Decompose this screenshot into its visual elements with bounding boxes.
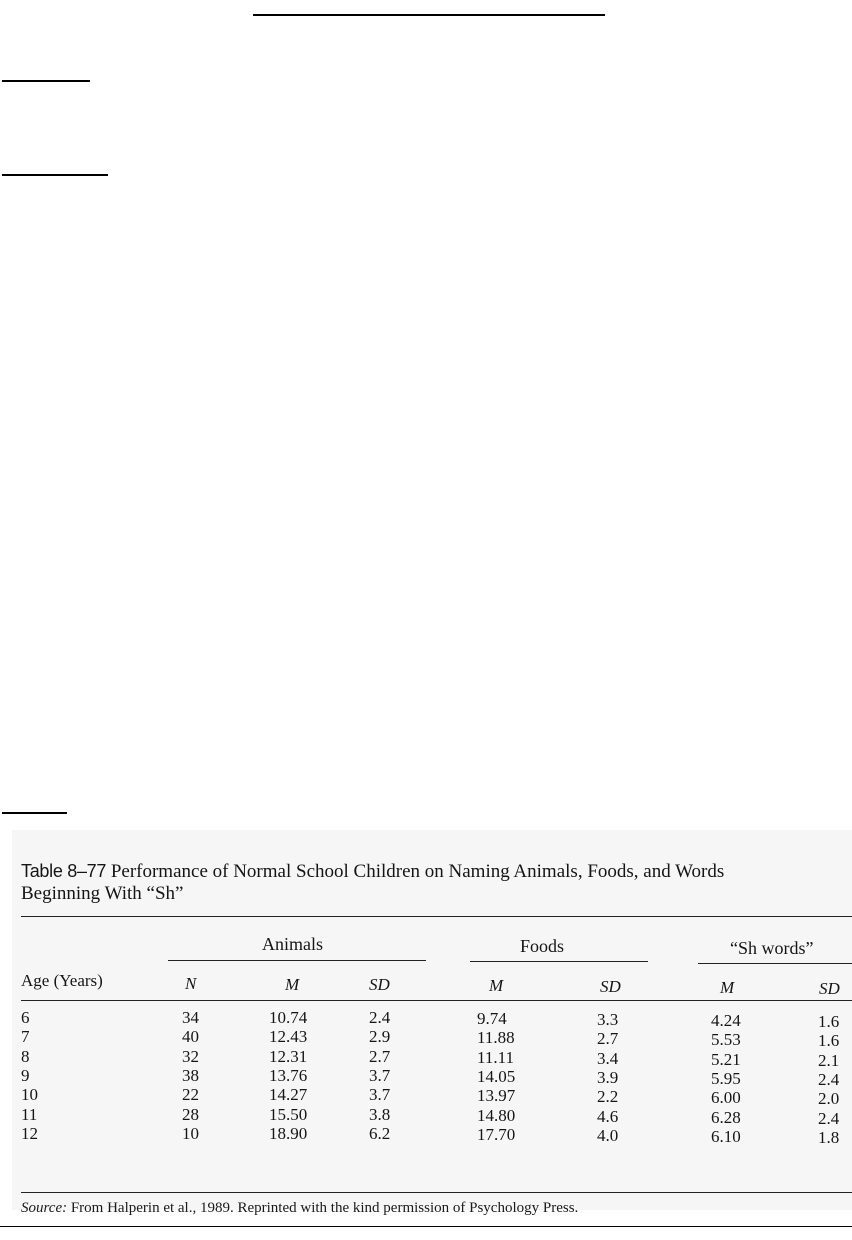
title-underline [253, 14, 605, 16]
heading-underline-3 [2, 812, 67, 814]
cell-sh-m: 6.10 [711, 1126, 741, 1146]
table-title-line-1: Performance of Normal School Children on Naming Animals, Foods, and Words [110, 861, 725, 882]
cell-foods-sd: 4.0 [597, 1125, 619, 1145]
source-label: Source: [21, 1200, 68, 1216]
table-top-rule [21, 916, 852, 917]
table-header-rule [21, 1000, 852, 1001]
heading-underline-1 [2, 80, 90, 82]
col-header-n: N [185, 974, 197, 993]
cell-sh-sd: 2.1 [818, 1050, 840, 1070]
sh-words-group-rule [698, 963, 852, 964]
cell-sh-sd: 1.8 [818, 1127, 840, 1147]
table-title [21, 860, 821, 905]
cell-animals-m: 10.74 [269, 1008, 308, 1027]
cell-animals-sd: 2.4 [369, 1008, 391, 1027]
cell-animals-sd: 3.7 [369, 1065, 391, 1085]
cell-animals-sd: 3.7 [369, 1085, 391, 1105]
cell-animals-m: 12.31 [269, 1046, 308, 1066]
cell-age: 8 [21, 1046, 30, 1066]
cell-n: 34 [182, 1008, 199, 1027]
table-source-note [21, 1200, 578, 1217]
page-bottom-rule [0, 1226, 852, 1227]
cell-sh-m: 6.00 [711, 1088, 741, 1108]
cell-foods-sd: 3.3 [597, 1010, 619, 1029]
cell-age: 10 [21, 1085, 38, 1105]
cell-animals-sd: 2.7 [369, 1046, 391, 1066]
foods-group-rule [470, 961, 648, 962]
cell-animals-m: 13.76 [269, 1065, 308, 1085]
cell-n: 38 [182, 1065, 199, 1085]
col-header-sh-sd: SD [819, 979, 840, 998]
col-header-animals-sd: SD [369, 975, 390, 994]
cell-sh-sd: 2.0 [818, 1089, 840, 1109]
cell-foods-m: 11.88 [477, 1028, 515, 1048]
cell-n: 40 [182, 1027, 199, 1047]
group-header-sh-words: “Sh words” [730, 938, 814, 958]
cell-foods-sd: 3.4 [597, 1048, 619, 1068]
cell-sh-sd: 2.4 [818, 1069, 840, 1089]
cell-sh-sd: 2.4 [818, 1108, 840, 1128]
cell-animals-m: 14.27 [269, 1085, 308, 1105]
cell-animals-sd: 2.9 [369, 1027, 391, 1047]
cell-foods-sd: 2.2 [597, 1087, 619, 1107]
cell-foods-sd: 2.7 [597, 1029, 619, 1049]
scanned-table-image [12, 830, 852, 1216]
cell-n: 10 [182, 1123, 199, 1143]
cell-sh-sd: 1.6 [818, 1012, 840, 1031]
table-title-line-2: Beginning With “Sh” [21, 883, 184, 904]
cell-foods-sd: 3.9 [597, 1067, 619, 1087]
cell-animals-m: 15.50 [269, 1104, 308, 1124]
cell-foods-m: 14.80 [477, 1105, 516, 1125]
cell-age: 6 [21, 1008, 30, 1027]
cell-sh-m: 5.53 [711, 1030, 741, 1050]
cell-animals-sd: 6.2 [369, 1123, 391, 1143]
cell-sh-m: 5.95 [711, 1068, 741, 1088]
group-header-animals: Animals [262, 934, 323, 954]
row-header-age: Age (Years) [21, 971, 103, 990]
col-header-foods-m: M [489, 976, 504, 995]
col-header-foods-sd: SD [600, 977, 621, 996]
cell-sh-m: 6.28 [711, 1107, 741, 1127]
cell-foods-m: 14.05 [477, 1066, 516, 1086]
cell-foods-sd: 4.6 [597, 1106, 619, 1126]
cell-animals-sd: 3.8 [369, 1104, 391, 1124]
cell-sh-m: 4.24 [711, 1011, 741, 1030]
cell-n: 32 [182, 1046, 199, 1066]
table-label: Table 8–77 [21, 861, 107, 881]
cell-foods-m: 13.97 [477, 1086, 516, 1106]
col-header-sh-m: M [720, 978, 735, 997]
table-bottom-rule [21, 1192, 852, 1193]
cell-animals-m: 18.90 [269, 1123, 308, 1143]
animals-group-rule [168, 960, 426, 961]
source-text: From Halperin et al., 1989. Reprinted with the kind permission of Psychology Press. [70, 1200, 579, 1216]
cell-sh-sd: 1.6 [818, 1031, 840, 1051]
cell-age: 7 [21, 1027, 30, 1047]
cell-foods-m: 17.70 [477, 1124, 516, 1144]
cell-animals-m: 12.43 [269, 1027, 308, 1047]
cell-age: 9 [21, 1065, 30, 1085]
cell-n: 28 [182, 1104, 199, 1124]
cell-foods-m: 11.11 [477, 1047, 514, 1067]
cell-age: 11 [21, 1104, 38, 1124]
cell-foods-m: 9.74 [477, 1009, 507, 1028]
col-header-animals-m: M [285, 975, 300, 994]
group-header-foods: Foods [520, 936, 565, 956]
cell-age: 12 [21, 1123, 38, 1143]
heading-underline-2 [2, 174, 108, 176]
cell-n: 22 [182, 1085, 199, 1105]
cell-sh-m: 5.21 [711, 1049, 741, 1069]
